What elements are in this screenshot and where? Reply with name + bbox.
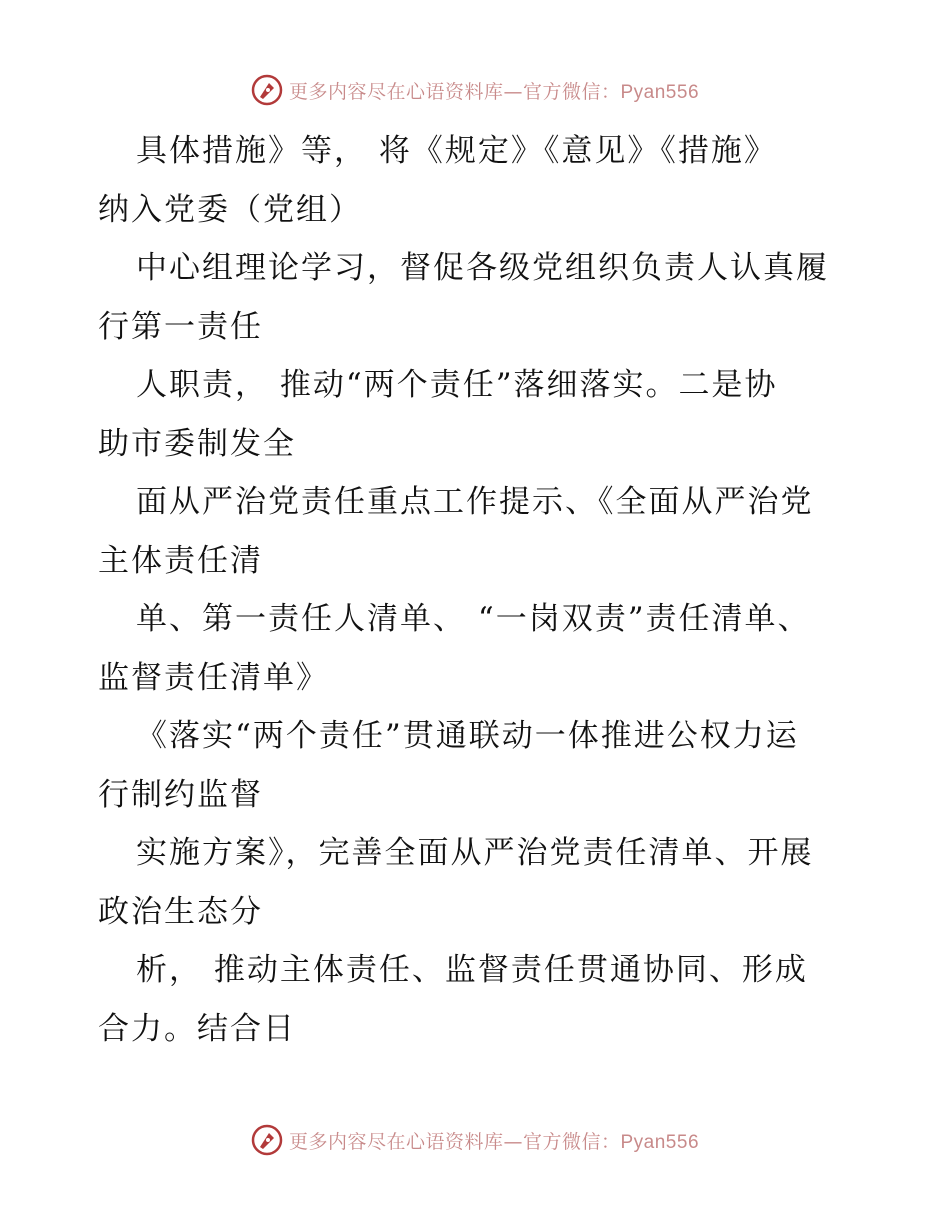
banner-text-id: Pyan556: [620, 1131, 700, 1153]
body-text-line: 合力。结合日: [98, 1010, 296, 1047]
body-text-line: 析， 推动主体责任、监督责任贯通协同、形成: [136, 952, 808, 988]
banner-text-cn: 更多内容尽在心语资料库—官方微信：: [288, 80, 621, 103]
banner-text: [289, 77, 699, 104]
body-text-line: 纳入党委（党组）: [98, 191, 362, 228]
body-text-line: 人职责， 推动“两个责任”落细落实。二是协: [136, 367, 778, 403]
body-text-line: 中心组理论学习，督促各级党组织负责人认真履: [136, 250, 829, 286]
body-text-line: 行制约监督: [98, 776, 263, 813]
body-text-line: 行第一责任: [98, 308, 263, 345]
document-body: [98, 122, 858, 1058]
body-text-line: 主体责任清: [98, 542, 263, 579]
banner-text-id: Pyan556: [620, 81, 700, 103]
body-text-line: 面从严治党责任重点工作提示、《全面从严治党: [136, 484, 814, 520]
body-text-line: 单、第一责任人清单、 “一岗双责”责任清单、: [136, 601, 811, 637]
body-text-line: 监督责任清单》: [98, 659, 329, 696]
banner-text-cn: 更多内容尽在心语资料库—官方微信：: [288, 1130, 621, 1153]
footer-banner: [0, 1120, 950, 1160]
body-text-line: 政治生态分: [98, 893, 263, 930]
body-text-line: 助市委制发全: [98, 425, 296, 462]
pen-nib-logo-icon: [251, 1124, 283, 1156]
banner-text: [289, 1127, 699, 1154]
pen-nib-logo-icon: [251, 74, 283, 106]
body-text-line: 《落实“两个责任”贯通联动一体推进公权力运: [136, 718, 799, 754]
header-banner: [0, 70, 950, 110]
body-text-line: 具体措施》等， 将《规定》《意见》《措施》: [136, 133, 777, 169]
body-text-line: 实施方案》，完善全面从严治党责任清单、开展: [136, 835, 814, 871]
